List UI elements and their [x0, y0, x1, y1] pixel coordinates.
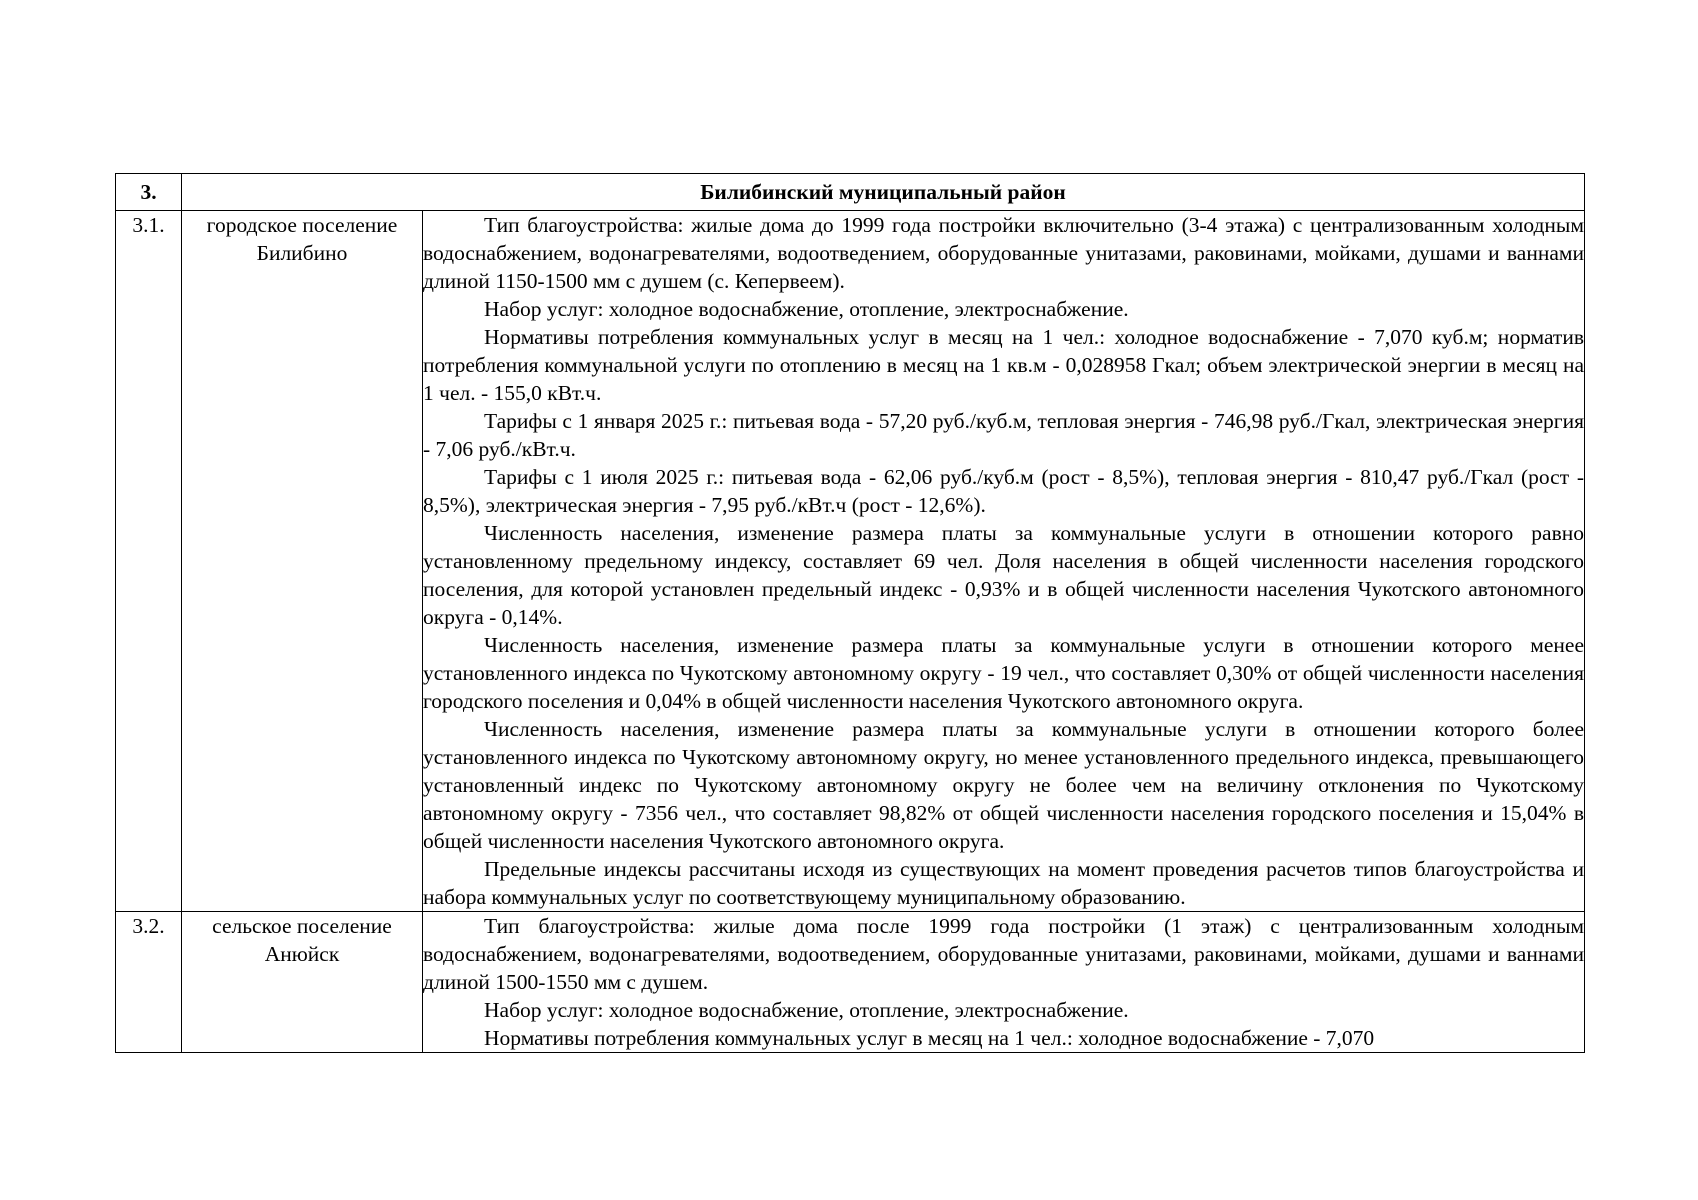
- table-row: [116, 211, 1585, 912]
- settlement-description: [423, 912, 1585, 1053]
- table-header-row: [116, 174, 1585, 211]
- settlement-type: сельское поселение: [212, 914, 392, 938]
- paragraph-tariffs-july: Тарифы с 1 июля 2025 г.: питьевая вода - 62,06 руб./куб.м (рост - 8,5%), тепловая энергия - 810,47 руб./Гкал (рост - 8,5%), электрическая энергия - 7,95 руб./кВт.ч (рост - 12,6%).: [423, 465, 1584, 517]
- paragraph-services: Набор услуг: холодное водоснабжение, отопление, электроснабжение.: [484, 297, 1129, 321]
- settlement-title: Анюйск: [264, 942, 340, 966]
- paragraph-norms: Нормативы потребления коммунальных услуг в месяц на 1 чел.: холодное водоснабжение - 7,070 куб.м; норматив потребления коммунальной услуги по отоплению в месяц на 1 кв.м - 0,028958 Гкал; объем электрической энергии в месяц на 1 чел. - 155,0 кВт.ч.: [423, 325, 1584, 405]
- paragraph-population-less: Численность населения, изменение размера платы за коммунальные услуги в отношении которого менее установленного индекса по Чукотскому автономному округу - 19 чел., что составляет 0,30% от общей численности населения городского поселения и 0,04% в общей численности населения Чукотского автономного округа.: [423, 633, 1584, 713]
- settlement-title: Билибино: [256, 241, 348, 265]
- paragraph-population-more: Численность населения, изменение размера платы за коммунальные услуги в отношении которого более установленного индекса по Чукотскому автономному округу, но менее установленного предельного индекса, превышающего установленный индекс по Чукотскому автономному округу не более чем на величину отклонения по Чукотскому автономному округу - 7356 чел., что составляет 98,82% от общей численности населения городского поселения и 15,04% в общей численности населения Чукотского автономного округа.: [423, 717, 1584, 853]
- description-clip: [423, 912, 1584, 1052]
- table-row: [116, 912, 1585, 1053]
- row-number: 3.1.: [116, 211, 182, 912]
- paragraph-services: Набор услуг: холодное водоснабжение, отопление, электроснабжение.: [484, 998, 1129, 1022]
- paragraph-tariffs-january: Тарифы с 1 января 2025 г.: питьевая вода - 57,20 руб./куб.м, тепловая энергия - 746,98 руб./Гкал, электрическая энергия - 7,06 руб./кВт.ч.: [423, 409, 1584, 461]
- settlement-type: городское поселение: [206, 213, 398, 237]
- paragraph-improvement-type: Тип благоустройства: жилые дома после 1999 года постройки (1 этаж) с централизованным холодным водоснабжением, водонагревателями, водоотведением, оборудованные унитазами, раковинами, мойками, душами и ваннами длиной 1500-1550 мм с душем.: [423, 914, 1584, 994]
- paragraph-calculation-note: Предельные индексы рассчитаны исходя из существующих на момент проведения расчетов типов благоустройства и набора коммунальных услуг по соответствующему муниципальному образованию.: [423, 857, 1584, 909]
- settlement-name: [182, 912, 423, 1053]
- paragraph-norms: Нормативы потребления коммунальных услуг в месяц на 1 чел.: холодное водоснабжение - 7,070: [484, 1026, 1375, 1050]
- settlement-description: [423, 211, 1585, 912]
- paragraph-improvement-type: Тип благоустройства: жилые дома до 1999 года постройки включительно (3-4 этажа) с централизованным холодным водоснабжением, водонагревателями, водоотведением, оборудованные унитазами, раковинами, мойками, душами и ваннами длиной 1150-1500 мм с душем (с. Кепервеем).: [423, 213, 1584, 293]
- row-number: 3.2.: [116, 912, 182, 1053]
- paragraph-population-equal: Численность населения, изменение размера платы за коммунальные услуги в отношении которого равно установленному предельному индексу, составляет 69 чел. Доля населения в общей численности населения городского поселения, для которой установлен предельный индекс - 0,93% и в общей численности населения Чукотского автономного округа - 0,14%.: [423, 521, 1584, 629]
- municipal-index-table: [115, 173, 1585, 1053]
- header-district-title: Билибинский муниципальный район: [182, 174, 1585, 211]
- header-number: 3.: [116, 174, 182, 211]
- settlement-name: [182, 211, 423, 912]
